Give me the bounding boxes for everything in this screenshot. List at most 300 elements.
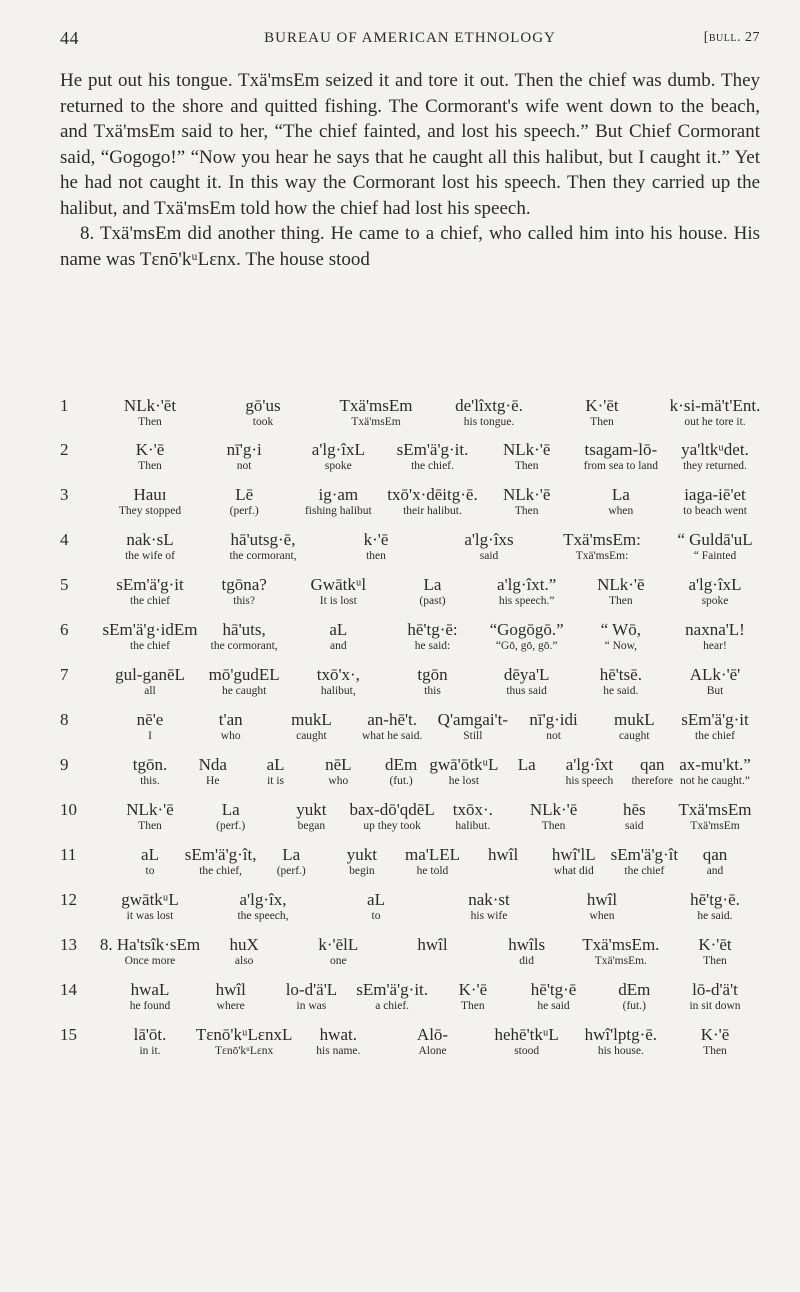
native-word: Q'amgai't- — [437, 710, 509, 729]
native-word: nak·st — [468, 890, 510, 909]
english-gloss: fishing halibut — [304, 505, 372, 517]
english-gloss: in it. — [139, 1045, 161, 1057]
english-gloss: Then — [541, 820, 566, 832]
interlinear-word — [690, 890, 740, 923]
native-word: lā'ōt. — [133, 1025, 167, 1044]
running-title: BUREAU OF AMERICAN ETHNOLOGY — [264, 30, 556, 46]
english-gloss: when — [608, 505, 634, 517]
interlinear-word — [405, 845, 460, 878]
english-gloss: what did — [553, 865, 594, 877]
native-word: aL — [141, 845, 159, 864]
interlinear-word — [125, 530, 175, 563]
english-gloss: Then — [138, 416, 162, 428]
native-word: hwîl — [586, 890, 618, 909]
english-gloss: this. — [140, 775, 160, 787]
english-gloss: “ Now, — [604, 640, 638, 652]
native-word: nī'g·i — [226, 440, 262, 459]
interlinear-word — [494, 1025, 558, 1058]
native-word: NLk·'ē — [502, 485, 551, 504]
interlinear-word — [582, 935, 659, 968]
native-word: ax-mu'kt.” — [679, 755, 751, 774]
interlinear-word — [134, 1025, 167, 1058]
english-gloss: in was — [296, 1000, 327, 1012]
native-word: 8. Ha'tsîk·sEm — [99, 935, 201, 954]
native-word: NLk·'ē — [529, 800, 578, 819]
english-gloss: Txä'msEm: — [575, 550, 629, 562]
interlinear-line — [0, 575, 800, 625]
native-word: aL — [266, 755, 285, 774]
interlinear-word — [121, 890, 179, 923]
interlinear-word — [631, 755, 673, 788]
english-gloss: and — [706, 865, 724, 877]
interlinear-word — [508, 935, 545, 968]
english-gloss: halibut, — [320, 685, 356, 697]
interlinear-word — [488, 845, 518, 865]
english-gloss: he said: — [414, 640, 451, 652]
english-gloss: the chief. — [411, 460, 454, 472]
english-gloss: began — [297, 820, 326, 832]
english-gloss: stood — [514, 1045, 540, 1057]
interlinear-word — [367, 890, 385, 923]
native-word: iaga-iē'et — [684, 485, 746, 504]
english-gloss: did — [519, 955, 534, 967]
interlinear-word — [529, 710, 577, 743]
english-gloss: “ Fainted — [693, 550, 737, 562]
prose-text — [60, 68, 760, 272]
english-gloss: therefore — [631, 775, 673, 787]
english-gloss: the chief — [624, 865, 665, 877]
interlinear-word — [387, 485, 477, 518]
interlinear-word — [453, 800, 493, 833]
interlinear-word — [325, 755, 351, 788]
native-word: Alō- — [416, 1025, 449, 1044]
english-gloss: said — [625, 820, 644, 832]
english-gloss: when — [589, 910, 615, 922]
page-number: 44 — [60, 28, 79, 48]
running-header — [60, 28, 760, 52]
native-word: sEm'ä'g·ît — [610, 845, 679, 864]
native-word: Nda — [198, 755, 227, 774]
line-number: 12 — [60, 890, 77, 909]
interlinear-word — [618, 980, 650, 1013]
english-gloss: (perf.) — [276, 865, 306, 877]
native-word: mukL — [291, 710, 332, 729]
english-gloss: Then — [590, 416, 614, 428]
native-word: Txä'msEm. — [582, 935, 660, 954]
interlinear-word — [552, 845, 596, 878]
native-word: La — [611, 485, 630, 504]
interlinear-word — [364, 530, 389, 563]
interlinear-word — [227, 440, 262, 473]
interlinear-word — [115, 665, 185, 698]
interlinear-word — [417, 665, 447, 698]
interlinear-line — [0, 935, 800, 985]
english-gloss: Tɛnō'kᵘLɛnx — [214, 1045, 274, 1057]
line-number: 13 — [60, 935, 77, 954]
english-gloss: out he tore it. — [684, 416, 746, 428]
line-number: 9 — [60, 755, 69, 774]
english-gloss: he told — [416, 865, 449, 877]
native-word: sEm'ä'g·it — [681, 710, 749, 729]
native-word: k·'ē — [363, 530, 389, 549]
native-word: K·'ē — [135, 440, 165, 459]
interlinear-word — [316, 1025, 360, 1058]
interlinear-word — [685, 620, 745, 653]
interlinear-word — [688, 575, 741, 608]
interlinear-word — [670, 396, 761, 429]
english-gloss: it was lost — [126, 910, 174, 922]
english-gloss: this — [424, 685, 441, 697]
native-word: gō'us — [245, 396, 281, 415]
native-word: tsagam-lō- — [584, 440, 658, 459]
interlinear-word — [277, 845, 306, 878]
native-word: K·'ē — [458, 980, 488, 999]
native-word: nak·sL — [126, 530, 174, 549]
interlinear-word — [185, 845, 257, 878]
native-word: a'lg·îxL — [311, 440, 365, 459]
english-gloss: from sea to land — [583, 460, 659, 472]
interlinear-word — [230, 485, 259, 518]
native-word: huX — [229, 935, 259, 954]
interlinear-word — [312, 440, 365, 473]
native-word: Tɛnō'kᵘLɛnxL — [195, 1025, 293, 1044]
interlinear-word — [677, 530, 752, 563]
english-gloss: who — [220, 730, 241, 742]
interlinear-word — [385, 755, 417, 788]
interlinear-word — [601, 620, 641, 653]
interlinear-word — [211, 620, 278, 653]
interlinear-word — [701, 1025, 730, 1058]
english-gloss: Txä'msEm — [351, 416, 401, 428]
interlinear-word — [438, 710, 508, 743]
native-word: hā'utsg·ē, — [230, 530, 296, 549]
english-gloss: Then — [514, 460, 539, 472]
native-word: hē'tg·ē — [530, 980, 577, 999]
native-word: a'lg·îxt.” — [497, 575, 557, 594]
native-word: an-hē't. — [367, 710, 418, 729]
english-gloss: Then — [461, 1000, 485, 1012]
english-gloss: all — [144, 685, 156, 697]
native-word: de'lîxtg·ē. — [455, 396, 523, 415]
native-word: a'lg·îx, — [239, 890, 287, 909]
interlinear-word — [329, 620, 347, 653]
interlinear-word — [497, 575, 556, 608]
english-gloss: Still — [463, 730, 483, 742]
native-word: hē'tg·ē. — [690, 890, 740, 909]
english-gloss: (perf.) — [216, 820, 246, 832]
native-word: mukL — [613, 710, 655, 729]
interlinear-word — [356, 980, 428, 1013]
interlinear-word — [563, 530, 641, 563]
native-word: “ Guldā'uL — [677, 530, 753, 549]
native-word: k·'ēlL — [318, 935, 359, 954]
english-gloss: They stopped — [118, 505, 182, 517]
interlinear-word — [116, 575, 184, 608]
english-gloss: Then — [138, 820, 162, 832]
native-word: hē'tg·ē: — [407, 620, 458, 639]
native-word: ig·am — [318, 485, 359, 504]
interlinear-line — [0, 800, 800, 850]
english-gloss: one — [330, 955, 347, 967]
native-word: lo-d'ä'L — [285, 980, 338, 999]
native-word: txōx·. — [452, 800, 493, 819]
english-gloss: He — [206, 775, 220, 787]
english-gloss: (perf.) — [229, 505, 259, 517]
interlinear-word — [417, 935, 447, 955]
interlinear-word — [683, 485, 747, 518]
english-gloss: Then — [514, 505, 539, 517]
native-word: ma'LEL — [405, 845, 460, 864]
line-number: 5 — [60, 575, 69, 594]
native-word: gwātkᵘL — [121, 890, 179, 909]
english-gloss: they returned. — [683, 460, 747, 472]
native-word: “ Wō, — [600, 620, 641, 639]
english-gloss: Txä'msEm. — [594, 955, 647, 967]
english-gloss: the chief — [130, 595, 170, 607]
english-gloss: caught — [618, 730, 650, 742]
english-gloss: their halibut. — [403, 505, 462, 517]
interlinear-word — [530, 800, 577, 833]
english-gloss: not — [236, 460, 252, 472]
interlinear-word — [503, 440, 550, 473]
english-gloss: to beach went — [683, 505, 747, 517]
native-word: mō'gudEL — [208, 665, 280, 684]
english-gloss: halibut. — [455, 820, 491, 832]
interlinear-word — [407, 620, 457, 653]
interlinear-word — [584, 440, 658, 473]
native-word: NLk·'ēt — [123, 396, 177, 415]
interlinear-word — [679, 755, 751, 788]
english-gloss: (fut.) — [622, 1000, 646, 1012]
native-word: ALk·'ē' — [689, 665, 741, 684]
native-word: hwat. — [319, 1025, 357, 1044]
interlinear-word — [611, 845, 679, 878]
line-number: 11 — [60, 845, 77, 864]
english-gloss: caught — [296, 730, 327, 742]
native-word: K·'ēt — [585, 396, 619, 415]
interlinear-word — [703, 845, 728, 878]
english-gloss: I — [148, 730, 152, 742]
english-gloss: to — [145, 865, 155, 877]
interlinear-word — [340, 396, 413, 429]
english-gloss: his name. — [316, 1045, 361, 1057]
bulletin-number: [bull. 27 — [703, 30, 760, 45]
native-word: Txä'msEm — [339, 396, 413, 415]
interlinear-line — [0, 440, 800, 490]
english-gloss: he said. — [603, 685, 639, 697]
native-word: hē'tsē. — [599, 665, 642, 684]
interlinear-word — [518, 755, 536, 775]
english-gloss: Once more — [124, 955, 176, 967]
interlinear-word — [230, 935, 259, 968]
native-word: nē'e — [136, 710, 164, 729]
english-gloss: a chief. — [375, 1000, 410, 1012]
interlinear-word — [136, 440, 165, 473]
interlinear-line — [0, 1025, 800, 1075]
interlinear-word — [681, 440, 749, 473]
english-gloss: his speech.” — [498, 595, 555, 607]
interlinear-line — [0, 530, 800, 580]
english-gloss: begin — [349, 865, 375, 877]
native-word: La — [517, 755, 536, 774]
interlinear-word — [504, 665, 550, 698]
interlinear-word — [219, 710, 243, 743]
interlinear-word — [362, 710, 422, 743]
native-word: “Gogōgō.” — [489, 620, 564, 639]
interlinear-line — [0, 620, 800, 670]
native-word: K·'ēt — [698, 935, 732, 954]
line-number: 8 — [60, 710, 69, 729]
interlinear-line — [0, 845, 800, 895]
native-word: yukt — [296, 800, 327, 819]
native-word: tgōna? — [221, 575, 267, 594]
native-word: sEm'ä'g·it. — [356, 980, 429, 999]
english-gloss: the speech, — [237, 910, 289, 922]
interlinear-word — [531, 980, 577, 1013]
interlinear-word — [311, 575, 367, 608]
interlinear-word — [209, 665, 280, 698]
native-word: naxna'L! — [685, 620, 745, 639]
english-gloss: hear! — [703, 640, 727, 652]
interlinear-word — [124, 396, 176, 429]
native-word: dEm — [618, 980, 651, 999]
native-word: hā'uts, — [222, 620, 266, 639]
english-gloss: not — [546, 730, 561, 742]
english-gloss: his wife — [470, 910, 508, 922]
interlinear-line — [0, 755, 800, 805]
native-word: qan — [639, 755, 665, 774]
interlinear-word — [455, 396, 523, 429]
interlinear-word — [417, 1025, 448, 1058]
english-gloss: spoke — [324, 460, 352, 472]
english-gloss: where — [216, 1000, 245, 1012]
native-word: aL — [329, 620, 348, 639]
native-word: Lē — [235, 485, 254, 504]
interlinear-word — [503, 485, 550, 518]
interlinear-word — [291, 710, 332, 743]
english-gloss: he said — [537, 1000, 570, 1012]
interlinear-word — [679, 800, 752, 833]
english-gloss: But — [706, 685, 724, 697]
english-gloss: Then — [609, 595, 633, 607]
interlinear-word — [587, 890, 617, 923]
native-word: dēya'L — [503, 665, 550, 684]
english-gloss: the cormorant, — [229, 550, 297, 562]
interlinear-word — [690, 665, 741, 698]
interlinear-word — [464, 530, 513, 563]
interlinear-word — [566, 755, 614, 788]
english-gloss: the chief — [130, 640, 170, 652]
native-word: K·'ē — [700, 1025, 730, 1044]
english-gloss: up they took — [363, 820, 421, 832]
english-gloss: the wife of — [125, 550, 175, 562]
native-word: yukt — [346, 845, 377, 864]
english-gloss: his tongue. — [463, 416, 515, 428]
interlinear-word — [597, 575, 644, 608]
line-number: 3 — [60, 485, 69, 504]
native-word: La — [221, 800, 240, 819]
native-word: qan — [702, 845, 728, 864]
interlinear-line — [0, 890, 800, 940]
interlinear-word — [216, 800, 245, 833]
native-word: gwā'ōtkᵘL — [429, 755, 499, 774]
native-word: Txä'msEm: — [563, 530, 641, 549]
interlinear-word — [490, 620, 564, 653]
native-word: sEm'ä'g·ît, — [184, 845, 257, 864]
line-number: 4 — [60, 530, 69, 549]
native-word: hwî'lptg·ē. — [584, 1025, 658, 1044]
english-gloss: this? — [233, 595, 256, 607]
english-gloss: what he said. — [361, 730, 423, 742]
interlinear-word — [305, 485, 372, 518]
native-word: lō-d'ä't — [692, 980, 738, 999]
native-word: NLk·'ē — [126, 800, 174, 819]
native-word: Txä'msEm — [678, 800, 752, 819]
line-number: 7 — [60, 665, 69, 684]
native-word: ya'ltkᵘdet. — [681, 440, 749, 459]
english-gloss: It is lost — [319, 595, 357, 607]
interlinear-line — [0, 396, 800, 446]
english-gloss: (past) — [419, 595, 446, 607]
native-word: a'lg·îxL — [688, 575, 742, 594]
interlinear-word — [419, 575, 445, 608]
interlinear-word — [126, 800, 173, 833]
native-word: sEm'ä'g·it — [116, 575, 184, 594]
native-word: NLk·'ē — [597, 575, 645, 594]
interlinear-word — [681, 710, 749, 743]
interlinear-word — [600, 665, 642, 698]
interlinear-word — [141, 845, 159, 878]
native-word: bax-dō'qdēL — [349, 800, 435, 819]
interlinear-word — [221, 575, 266, 608]
line-number: 14 — [60, 980, 77, 999]
native-word: La — [423, 575, 442, 594]
interlinear-word — [133, 755, 167, 788]
line-number: 10 — [60, 800, 77, 819]
interlinear-word — [296, 800, 326, 833]
native-word: sEm'ä'g·it. — [396, 440, 469, 459]
native-word: aL — [367, 890, 385, 909]
english-gloss: said — [479, 550, 499, 562]
interlinear-word — [103, 620, 198, 653]
native-word: nī'g·idi — [529, 710, 578, 729]
interlinear-word — [119, 485, 181, 518]
native-word: gul-ganēL — [115, 665, 185, 684]
native-word: NLk·'ē — [502, 440, 551, 459]
english-gloss: Alone — [418, 1045, 447, 1057]
line-number: 1 — [60, 396, 69, 415]
english-gloss: his house. — [597, 1045, 644, 1057]
native-word: hwîl — [488, 845, 519, 864]
interlinear-line — [0, 980, 800, 1030]
interlinear-word — [585, 1025, 657, 1058]
interlinear-word — [100, 935, 200, 968]
interlinear-word — [350, 800, 435, 833]
english-gloss: thus said — [506, 685, 547, 697]
english-gloss: he found — [129, 1000, 171, 1012]
english-gloss: Then — [703, 955, 727, 967]
native-word: hwîls — [508, 935, 546, 954]
interlinear-word — [130, 980, 171, 1013]
english-gloss: it is — [267, 775, 285, 787]
english-gloss: Then — [703, 1045, 727, 1057]
native-word: a'lg·îxs — [464, 530, 514, 549]
interlinear-word — [245, 396, 280, 429]
english-gloss: he lost — [448, 775, 480, 787]
interlinear-line — [0, 710, 800, 760]
prose-paragraph: 8. Txä'msEm did another thing. He came to a chief, who called him into his house. His name was Tɛnō'kᵘLɛnx. The house stood — [60, 223, 760, 270]
interlinear-word — [614, 710, 655, 743]
